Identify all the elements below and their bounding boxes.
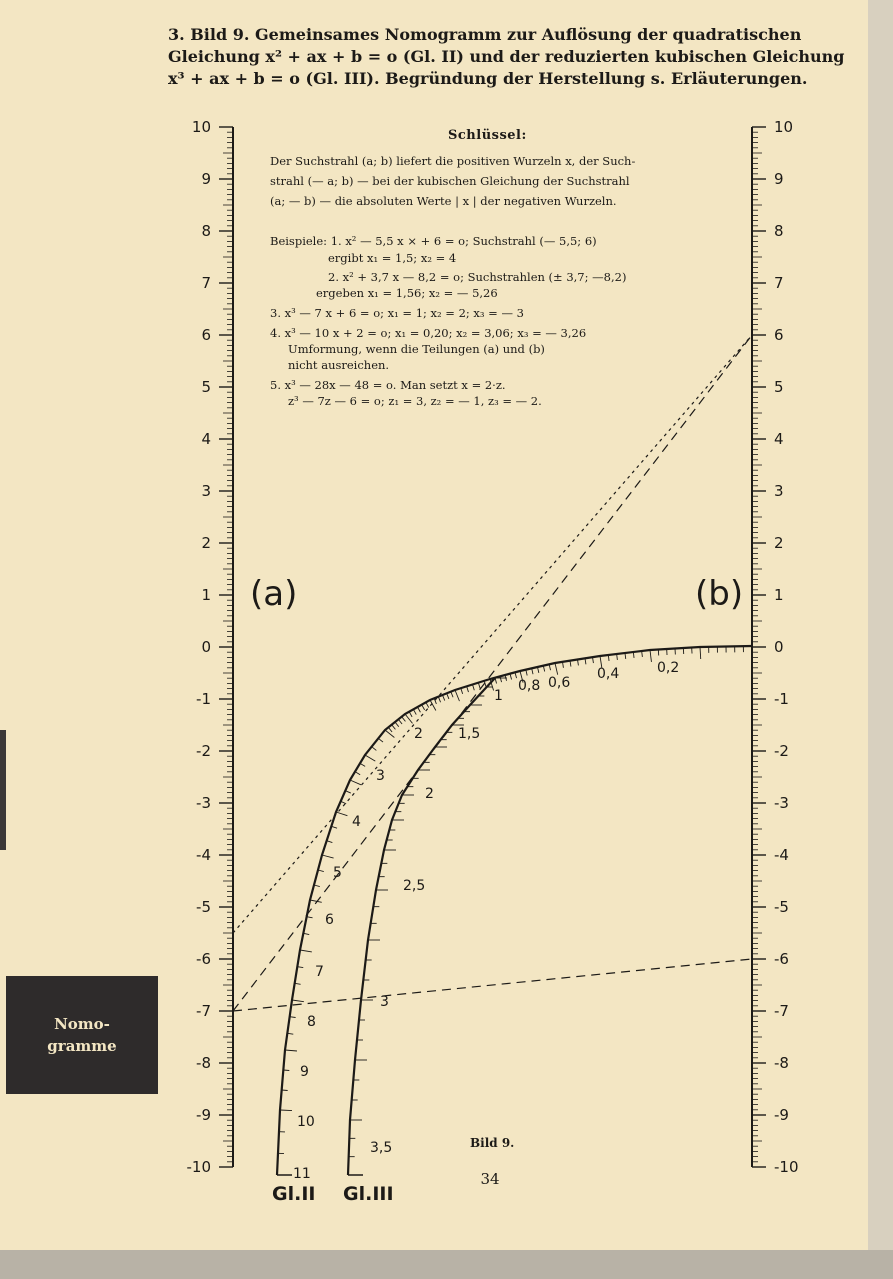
gl2-curve-label: 4	[352, 814, 361, 830]
gl2-curve-tick	[310, 900, 322, 902]
gl3-curve-label: 1,5	[458, 726, 481, 742]
gl2-curve-label: 9	[300, 1064, 309, 1080]
key-line: (a; — b) — die absoluten Werte | x | der negativen Wurzeln.	[270, 194, 617, 208]
scale-a-tick-label: -10	[186, 1158, 211, 1176]
gl2-curve-tick	[378, 738, 383, 742]
gl2-curve-label: 0,2	[657, 660, 680, 676]
scale-b-tick-label: -1	[774, 690, 789, 708]
gl2-curve-label: 6	[325, 912, 334, 928]
scale-b-tick-label: 7	[774, 274, 784, 292]
gl2-curve-label: 0,6	[548, 675, 571, 691]
scale-a-tick-label: -2	[196, 742, 211, 760]
scale-a-tick-label: 5	[201, 378, 211, 396]
section-tab-line-2: gramme	[47, 1037, 117, 1055]
gl2-curve-label: 0,8	[518, 678, 541, 694]
section-tab-line-1: Nomo-	[54, 1015, 110, 1033]
scale-b-tick-label: -5	[774, 898, 789, 916]
nomogram-curves	[277, 646, 752, 1182]
gl2-curve-tick	[341, 801, 346, 803]
scale-a-tick-label: 7	[201, 274, 211, 292]
gl2-curve-label: 5	[333, 865, 342, 881]
gl2-curve-label: 11	[293, 1166, 311, 1182]
scale-b-tick-label: 5	[774, 378, 784, 396]
gl2-curve-tick	[418, 707, 421, 712]
gl2-curve-tick	[451, 692, 453, 698]
scale-b-tick-label: 4	[774, 430, 784, 448]
key-title: Schlüssel:	[448, 128, 527, 143]
scale-a-tick-label: 3	[201, 482, 211, 500]
scale-a-tick-label: 6	[201, 326, 211, 344]
scale-a-tick-label: 2	[201, 534, 211, 552]
gl2-curve-tick	[402, 717, 406, 722]
gl2-curve-tick	[443, 695, 445, 701]
gl3-label: Gl.III	[343, 1183, 394, 1205]
gl3-curve-label: 2	[425, 786, 434, 802]
scale-b-tick-label: -7	[774, 1002, 789, 1020]
scale-b-tick-label: 9	[774, 170, 784, 188]
scale-a-tick-label: -7	[196, 1002, 211, 1020]
gl2-curve-tick	[336, 812, 347, 816]
scale-b-tick-label: 10	[774, 118, 794, 136]
gl2-curve	[277, 646, 752, 1175]
gl3-curve-label: 2,5	[403, 878, 426, 894]
gl3-curve-label: 3,5	[370, 1140, 393, 1156]
gl2-label: Gl.II	[272, 1183, 316, 1205]
gl2-curve-tick	[392, 725, 396, 730]
example-line: Beispiele: 1. x² — 5,5 x × + 6 = o; Suchstrahl (— 5,5; 6)	[270, 234, 597, 248]
gl2-curve-tick	[280, 1110, 292, 1111]
gl2-curve-tick	[331, 826, 337, 828]
scale-b-tick-label: -9	[774, 1106, 789, 1124]
scale-a-tick-label: -4	[196, 846, 211, 864]
gl2-curve-tick	[555, 663, 558, 675]
example-line: 5. x³ — 28x — 48 = o. Man setzt x = 2·z.	[270, 378, 506, 392]
gl3-curve	[348, 678, 495, 1175]
gl2-curve-tick	[300, 950, 312, 952]
gl2-curve-label: 8	[307, 1014, 316, 1030]
scale-a-tick-label: -8	[196, 1054, 211, 1072]
gl2-curve-tick	[409, 712, 412, 717]
heading-line-3: x³ + ax + b = o (Gl. III). Begründung der Herstellung s. Erläuterungen.	[168, 69, 808, 88]
gl2-curve-tick	[413, 709, 416, 714]
scale-a-tick-label: -3	[196, 794, 211, 812]
example-line: nicht ausreichen.	[288, 358, 390, 372]
search-ray-example-1	[233, 335, 752, 933]
figure-caption: Bild 9.	[470, 1136, 515, 1150]
example-line: Umformung, wenn die Teilungen (a) und (b)	[288, 342, 545, 356]
example-line: 2. x² + 3,7 x — 8,2 = o; Suchstrahlen (± 3,7; —8,2)	[328, 270, 627, 284]
gl2-curve-tick	[360, 763, 365, 766]
gl2-curve-tick	[438, 697, 440, 703]
gl2-curve-tick	[345, 791, 350, 793]
scale-b-tick-label: 6	[774, 326, 784, 344]
gl2-curve-label: 2	[414, 726, 423, 742]
scale-b-tick-label: 8	[774, 222, 784, 240]
gl2-curve-tick	[372, 747, 377, 751]
gl2-curve-tick	[388, 727, 392, 732]
heading-line-2: Gleichung x² + ax + b = o (Gl. II) und der reduzierten kubischen Gleichung	[168, 47, 845, 66]
example-line: ergibt x₁ = 1,5; x₂ = 4	[328, 251, 457, 265]
gl2-curve-label: 1	[494, 688, 503, 704]
scale-a-tick-label: 1	[201, 586, 211, 604]
example-line: 4. x³ — 10 x + 2 = o; x₁ = 0,20; x₂ = 3,06; x₃ = — 3,26	[270, 326, 587, 340]
scale-a-label: (a)	[250, 574, 298, 614]
scale-b-tick-label: 2	[774, 534, 784, 552]
scale-a-tick-label: 4	[201, 430, 211, 448]
gl2-curve-tick	[327, 841, 333, 843]
example-line: z³ — 7z — 6 = o; z₁ = 3, z₂ = — 1, z₃ = — 2.	[288, 394, 542, 408]
scale-a-tick-label: -5	[196, 898, 211, 916]
scale-b-tick-label: 1	[774, 586, 784, 604]
gl2-curve-tick	[426, 702, 429, 707]
gl2-curve-tick	[650, 650, 651, 662]
section-tab	[6, 976, 158, 1094]
gl2-curve-tick	[322, 855, 334, 858]
gl2-curve-label: 0,4	[597, 666, 620, 682]
scale-b-tick-label: 3	[774, 482, 784, 500]
key-line: Der Suchstrahl (a; b) liefert die positiven Wurzeln x, der Such-	[270, 154, 636, 168]
scale-a-tick-label: -6	[196, 950, 211, 968]
search-ray-example-3b	[233, 959, 752, 1011]
scale-a-tick-label: 10	[191, 118, 211, 136]
gl3-curve-label: 3	[380, 994, 389, 1010]
scale-b-tick-label: -4	[774, 846, 789, 864]
gl2-curve-tick	[700, 647, 701, 659]
scale-a-tick-label: 8	[201, 222, 211, 240]
scale-a-tick-label: 0	[201, 638, 211, 656]
gl2-curve-label: 7	[315, 964, 324, 980]
gl2-curve-tick	[455, 690, 459, 701]
gl2-curve-tick	[355, 772, 360, 775]
gl2-curve-tick	[385, 730, 394, 737]
scale-b-tick-label: -3	[774, 794, 789, 812]
gl2-curve-tick	[350, 780, 361, 785]
page-number: 34	[480, 1170, 500, 1188]
scale-b-tick-label: -8	[774, 1054, 789, 1072]
gl2-curve-tick	[292, 1000, 304, 1002]
gl2-curve-tick	[398, 719, 402, 724]
gl2-curve-tick	[422, 705, 425, 710]
scale-a-tick-label: 9	[201, 170, 211, 188]
scale-b-tick-label: 0	[774, 638, 784, 656]
heading-line-1: 3. Bild 9. Gemeinsames Nomogramm zur Auflösung der quadratischen	[168, 25, 802, 44]
scale-b-tick-label: -2	[774, 742, 789, 760]
gl2-curve-label: 3	[376, 768, 385, 784]
scale-b-tick-label: -6	[774, 950, 789, 968]
example-line: ergeben x₁ = 1,56; x₂ = — 5,26	[316, 286, 498, 300]
scale-a-tick-label: -1	[196, 690, 211, 708]
gl2-curve-tick	[395, 722, 399, 727]
key-line: strahl (— a; b) — bei der kubischen Gleichung der Suchstrahl	[270, 174, 630, 188]
scale-b-tick-label: -10	[774, 1158, 799, 1176]
gl2-curve-tick	[447, 693, 449, 699]
gl2-curve-label: 10	[297, 1114, 315, 1130]
scale-a-tick-label: -9	[196, 1106, 211, 1124]
example-line: 3. x³ — 7 x + 6 = o; x₁ = 1; x₂ = 2; x₃ = — 3	[270, 306, 524, 320]
gl2-curve-tick	[365, 755, 375, 761]
gl2-curve-tick	[285, 1050, 297, 1051]
scale-b-label: (b)	[695, 574, 744, 614]
